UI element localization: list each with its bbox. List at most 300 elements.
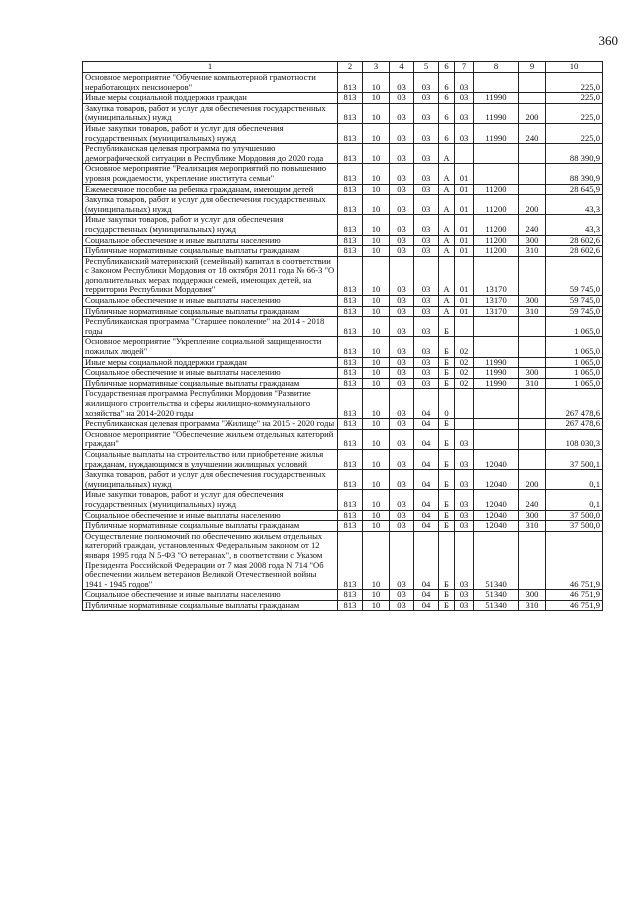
code-measure-cell [455, 317, 474, 337]
code-direction-cell [474, 164, 519, 184]
code-rz-cell: 10 [363, 389, 390, 419]
code-program-cell: 03 [414, 357, 439, 368]
code-gr-cell: 813 [338, 490, 363, 510]
code-rz-cell: 10 [363, 590, 390, 601]
code-measure-cell: 01 [455, 164, 474, 184]
code-gr-cell: 813 [338, 93, 363, 104]
code-subprogram-cell: А [439, 164, 455, 184]
code-measure-cell: 03 [455, 521, 474, 532]
code-pr-cell: 03 [390, 195, 414, 215]
table-row [83, 470, 603, 490]
code-direction-cell [474, 144, 519, 164]
code-subprogram-cell: А [439, 306, 455, 317]
code-vr-cell [519, 337, 546, 357]
table-row [83, 590, 603, 601]
code-vr-cell [519, 449, 546, 469]
code-pr-cell: 03 [390, 317, 414, 337]
code-program-cell: 04 [414, 470, 439, 490]
code-gr-cell: 813 [338, 123, 363, 143]
table-row [83, 419, 603, 430]
code-vr-cell [519, 93, 546, 104]
code-vr-cell: 240 [519, 123, 546, 143]
code-direction-cell: 13170 [474, 296, 519, 307]
code-vr-cell [519, 184, 546, 195]
code-program-cell: 04 [414, 449, 439, 469]
code-subprogram-cell: Б [439, 600, 455, 611]
amount-cell: 267 478,6 [546, 419, 603, 430]
code-direction-cell: 11990 [474, 368, 519, 379]
code-pr-cell: 03 [390, 357, 414, 368]
item-name-cell: Публичные нормативные социальные выплаты гражданам [83, 378, 338, 389]
code-rz-cell: 10 [363, 449, 390, 469]
code-rz-cell: 10 [363, 256, 390, 295]
code-subprogram-cell: А [439, 215, 455, 235]
code-pr-cell: 03 [390, 123, 414, 143]
code-rz-cell: 10 [363, 93, 390, 104]
item-name-cell: Осуществление полномочий по обеспечению жильем отдельных категорий граждан, установленных Федеральным законом от 12 января 1995 года N 5-ФЗ "О ветеранах", в соответствии с Указом Президента Российской Федерации от 7 мая 2008 года N 714 "Об обеспечении жильем ветеранов Великой Отечественной войны 1941 - 1945 годов" [83, 531, 338, 590]
code-rz-cell: 10 [363, 419, 390, 430]
amount-cell: 1 065,0 [546, 337, 603, 357]
code-measure-cell: 03 [455, 590, 474, 601]
code-vr-cell [519, 73, 546, 93]
code-program-cell: 04 [414, 600, 439, 611]
table-row [83, 123, 603, 143]
item-name-cell: Закупка товаров, работ и услуг для обеспечения государственных (муниципальных) нужд [83, 103, 338, 123]
code-measure-cell: 01 [455, 296, 474, 307]
code-gr-cell: 813 [338, 195, 363, 215]
code-vr-cell: 310 [519, 600, 546, 611]
code-gr-cell: 813 [338, 600, 363, 611]
code-vr-cell [519, 389, 546, 419]
code-gr-cell: 813 [338, 246, 363, 257]
code-program-cell: 04 [414, 419, 439, 430]
code-program-cell: 04 [414, 490, 439, 510]
amount-cell: 225,0 [546, 93, 603, 104]
code-rz-cell: 10 [363, 306, 390, 317]
code-program-cell: 03 [414, 195, 439, 215]
item-name-cell: Закупка товаров, работ и услуг для обеспечения государственных (муниципальных) нужд [83, 195, 338, 215]
code-program-cell: 03 [414, 123, 439, 143]
table-row [83, 306, 603, 317]
amount-cell: 108 030,3 [546, 429, 603, 449]
code-rz-cell: 10 [363, 296, 390, 307]
code-gr-cell: 813 [338, 357, 363, 368]
code-subprogram-cell: 6 [439, 123, 455, 143]
amount-cell: 1 065,0 [546, 357, 603, 368]
code-subprogram-cell: 6 [439, 93, 455, 104]
amount-cell: 1 065,0 [546, 378, 603, 389]
code-program-cell: 04 [414, 590, 439, 601]
code-direction-cell [474, 419, 519, 430]
code-rz-cell: 10 [363, 235, 390, 246]
code-gr-cell: 813 [338, 470, 363, 490]
code-subprogram-cell: Б [439, 337, 455, 357]
item-name-cell: Иные закупки товаров, работ и услуг для обеспечения государственных (муниципальных) нужд [83, 490, 338, 510]
code-measure-cell: 01 [455, 195, 474, 215]
code-pr-cell: 03 [390, 215, 414, 235]
code-gr-cell: 813 [338, 256, 363, 295]
code-pr-cell: 03 [390, 246, 414, 257]
code-subprogram-cell: А [439, 184, 455, 195]
code-pr-cell: 03 [390, 510, 414, 521]
code-subprogram-cell: Б [439, 590, 455, 601]
column-header: 10 [546, 62, 603, 73]
amount-cell: 37 500,1 [546, 449, 603, 469]
code-direction-cell: 11200 [474, 235, 519, 246]
item-name-cell: Основное мероприятие "Обеспечение жильем отдельных категорий граждан" [83, 429, 338, 449]
code-pr-cell: 03 [390, 256, 414, 295]
code-program-cell: 04 [414, 429, 439, 449]
code-gr-cell: 813 [338, 73, 363, 93]
code-program-cell: 03 [414, 103, 439, 123]
code-vr-cell: 200 [519, 103, 546, 123]
code-rz-cell: 10 [363, 429, 390, 449]
code-rz-cell: 10 [363, 73, 390, 93]
amount-cell: 0,1 [546, 490, 603, 510]
code-measure-cell: 02 [455, 378, 474, 389]
code-rz-cell: 10 [363, 490, 390, 510]
code-measure-cell: 02 [455, 357, 474, 368]
code-pr-cell: 03 [390, 470, 414, 490]
item-name-cell: Республиканская программа "Старшее поколение" на 2014 - 2018 годы [83, 317, 338, 337]
code-rz-cell: 10 [363, 317, 390, 337]
code-gr-cell: 813 [338, 317, 363, 337]
code-vr-cell: 310 [519, 246, 546, 257]
amount-cell: 28 602,6 [546, 235, 603, 246]
code-pr-cell: 03 [390, 306, 414, 317]
code-subprogram-cell: Б [439, 429, 455, 449]
code-measure-cell: 02 [455, 368, 474, 379]
code-pr-cell: 03 [390, 337, 414, 357]
code-direction-cell [474, 389, 519, 419]
code-vr-cell [519, 419, 546, 430]
code-measure-cell: 01 [455, 246, 474, 257]
code-measure-cell: 03 [455, 73, 474, 93]
code-direction-cell: 51340 [474, 590, 519, 601]
code-program-cell: 04 [414, 510, 439, 521]
code-gr-cell: 813 [338, 510, 363, 521]
code-rz-cell: 10 [363, 510, 390, 521]
code-vr-cell: 300 [519, 235, 546, 246]
item-name-cell: Социальное обеспечение и иные выплаты населению [83, 590, 338, 601]
table-row [83, 449, 603, 469]
amount-cell: 88 390,9 [546, 164, 603, 184]
code-gr-cell: 813 [338, 389, 363, 419]
code-measure-cell: 03 [455, 93, 474, 104]
code-gr-cell: 813 [338, 184, 363, 195]
code-subprogram-cell: Б [439, 521, 455, 532]
item-name-cell: Закупка товаров, работ и услуг для обеспечения государственных (муниципальных) нужд [83, 470, 338, 490]
code-gr-cell: 813 [338, 378, 363, 389]
amount-cell: 225,0 [546, 73, 603, 93]
item-name-cell: Социальное обеспечение и иные выплаты населению [83, 235, 338, 246]
table-row [83, 317, 603, 337]
code-gr-cell: 813 [338, 429, 363, 449]
table-row [83, 184, 603, 195]
item-name-cell: Республиканская целевая программа по улучшению демографической ситуации в Республике Мордовия до 2020 года [83, 144, 338, 164]
code-subprogram-cell: Б [439, 449, 455, 469]
code-pr-cell: 03 [390, 590, 414, 601]
code-rz-cell: 10 [363, 357, 390, 368]
column-header: 2 [338, 62, 363, 73]
code-gr-cell: 813 [338, 164, 363, 184]
code-gr-cell: 813 [338, 296, 363, 307]
code-vr-cell [519, 531, 546, 590]
code-gr-cell: 813 [338, 449, 363, 469]
code-program-cell: 03 [414, 144, 439, 164]
table-row [83, 368, 603, 379]
code-rz-cell: 10 [363, 195, 390, 215]
code-pr-cell: 03 [390, 235, 414, 246]
code-direction-cell: 51340 [474, 600, 519, 611]
code-subprogram-cell: Б [439, 357, 455, 368]
code-subprogram-cell: Б [439, 470, 455, 490]
item-name-cell: Республиканский материнский (семейный) капитал в соответствии с Законом Республики Мордовия от 18 октября 2011 года № 66-З "О дополнительных мерах поддержки семей, имеющих детей, на территории Республики Мордовия" [83, 256, 338, 295]
code-program-cell: 03 [414, 164, 439, 184]
item-name-cell: Публичные нормативные социальные выплаты гражданам [83, 521, 338, 532]
code-program-cell: 04 [414, 521, 439, 532]
code-gr-cell: 813 [338, 521, 363, 532]
item-name-cell: Социальное обеспечение и иные выплаты населению [83, 296, 338, 307]
table-row [83, 235, 603, 246]
item-name-cell: Основное мероприятие "Обучение компьютерной грамотности неработающих пенсионеров" [83, 73, 338, 93]
code-rz-cell: 10 [363, 144, 390, 164]
amount-cell: 37 500,0 [546, 510, 603, 521]
code-gr-cell: 813 [338, 590, 363, 601]
code-pr-cell: 03 [390, 490, 414, 510]
code-measure-cell [455, 419, 474, 430]
code-pr-cell: 03 [390, 389, 414, 419]
code-pr-cell: 03 [390, 184, 414, 195]
code-rz-cell: 10 [363, 470, 390, 490]
code-pr-cell: 03 [390, 296, 414, 307]
amount-cell: 88 390,9 [546, 144, 603, 164]
code-rz-cell: 10 [363, 215, 390, 235]
table-row [83, 195, 603, 215]
amount-cell: 28 602,6 [546, 246, 603, 257]
code-subprogram-cell: Б [439, 368, 455, 379]
code-pr-cell: 03 [390, 164, 414, 184]
code-vr-cell: 300 [519, 590, 546, 601]
amount-cell: 59 745,0 [546, 256, 603, 295]
item-name-cell: Иные меры социальной поддержки граждан [83, 93, 338, 104]
code-program-cell: 03 [414, 215, 439, 235]
item-name-cell: Государственная программа Республики Мордовия "Развитие жилищного строительства и сферы жилищно-коммунального хозяйства" на 2014-2020 годы [83, 389, 338, 419]
item-name-cell: Иные закупки товаров, работ и услуг для обеспечения государственных (муниципальных) нужд [83, 215, 338, 235]
code-pr-cell: 03 [390, 429, 414, 449]
code-measure-cell: 03 [455, 449, 474, 469]
code-direction-cell: 11990 [474, 378, 519, 389]
page-number: 360 [598, 33, 618, 48]
code-measure-cell: 01 [455, 256, 474, 295]
code-measure-cell: 03 [455, 123, 474, 143]
code-gr-cell: 813 [338, 419, 363, 430]
code-rz-cell: 10 [363, 337, 390, 357]
code-vr-cell: 310 [519, 521, 546, 532]
code-direction-cell: 13170 [474, 256, 519, 295]
item-name-cell: Публичные нормативные социальные выплаты гражданам [83, 246, 338, 257]
code-vr-cell: 240 [519, 490, 546, 510]
code-direction-cell: 11200 [474, 195, 519, 215]
code-program-cell: 04 [414, 531, 439, 590]
table-row [83, 510, 603, 521]
code-pr-cell: 03 [390, 73, 414, 93]
code-measure-cell: 03 [455, 470, 474, 490]
code-program-cell: 03 [414, 317, 439, 337]
code-pr-cell: 03 [390, 449, 414, 469]
code-subprogram-cell: А [439, 256, 455, 295]
column-header: 1 [83, 62, 338, 73]
table-row [83, 357, 603, 368]
table-row [83, 337, 603, 357]
code-gr-cell: 813 [338, 531, 363, 590]
table-row [83, 103, 603, 123]
item-name-cell: Социальное обеспечение и иные выплаты населению [83, 368, 338, 379]
code-vr-cell [519, 317, 546, 337]
table-row [83, 531, 603, 590]
code-measure-cell: 01 [455, 215, 474, 235]
code-direction-cell: 12040 [474, 449, 519, 469]
code-pr-cell: 03 [390, 144, 414, 164]
code-pr-cell: 03 [390, 93, 414, 104]
code-direction-cell: 51340 [474, 531, 519, 590]
code-pr-cell: 03 [390, 378, 414, 389]
code-gr-cell: 813 [338, 103, 363, 123]
table-row [83, 389, 603, 419]
code-direction-cell: 11200 [474, 215, 519, 235]
code-subprogram-cell: А [439, 296, 455, 307]
code-vr-cell [519, 164, 546, 184]
code-program-cell: 03 [414, 306, 439, 317]
amount-cell: 267 478,6 [546, 389, 603, 419]
code-direction-cell [474, 429, 519, 449]
code-vr-cell: 310 [519, 306, 546, 317]
code-gr-cell: 813 [338, 306, 363, 317]
code-measure-cell: 01 [455, 184, 474, 195]
amount-cell: 46 751,9 [546, 600, 603, 611]
code-program-cell: 03 [414, 368, 439, 379]
column-header: 3 [363, 62, 390, 73]
code-direction-cell: 11990 [474, 103, 519, 123]
code-direction-cell: 11200 [474, 246, 519, 257]
code-measure-cell: 03 [455, 490, 474, 510]
code-direction-cell: 12040 [474, 510, 519, 521]
code-direction-cell: 11200 [474, 184, 519, 195]
code-program-cell: 03 [414, 337, 439, 357]
item-name-cell: Публичные нормативные социальные выплаты гражданам [83, 306, 338, 317]
column-header: 5 [414, 62, 439, 73]
code-rz-cell: 10 [363, 600, 390, 611]
amount-cell: 59 745,0 [546, 296, 603, 307]
code-subprogram-cell: А [439, 235, 455, 246]
code-subprogram-cell: А [439, 195, 455, 215]
column-header: 7 [455, 62, 474, 73]
code-vr-cell: 200 [519, 195, 546, 215]
item-name-cell: Иные закупки товаров, работ и услуг для обеспечения государственных (муниципальных) нужд [83, 123, 338, 143]
code-direction-cell: 13170 [474, 306, 519, 317]
code-pr-cell: 03 [390, 419, 414, 430]
code-subprogram-cell: Б [439, 531, 455, 590]
amount-cell: 43,3 [546, 195, 603, 215]
code-measure-cell: 03 [455, 531, 474, 590]
code-vr-cell: 200 [519, 470, 546, 490]
code-rz-cell: 10 [363, 531, 390, 590]
amount-cell: 28 645,9 [546, 184, 603, 195]
amount-cell: 37 500,0 [546, 521, 603, 532]
item-name-cell: Иные меры социальной поддержки граждан [83, 357, 338, 368]
code-subprogram-cell: Б [439, 510, 455, 521]
table-row [83, 93, 603, 104]
code-vr-cell [519, 357, 546, 368]
code-measure-cell: 01 [455, 306, 474, 317]
code-subprogram-cell: 0 [439, 389, 455, 419]
amount-cell: 1 065,0 [546, 368, 603, 379]
code-pr-cell: 03 [390, 368, 414, 379]
code-program-cell: 03 [414, 256, 439, 295]
column-header: 8 [474, 62, 519, 73]
item-name-cell: Социальное обеспечение и иные выплаты населению [83, 510, 338, 521]
code-program-cell: 03 [414, 378, 439, 389]
table-row [83, 600, 603, 611]
code-subprogram-cell: 6 [439, 103, 455, 123]
code-subprogram-cell: Б [439, 378, 455, 389]
code-rz-cell: 10 [363, 103, 390, 123]
code-direction-cell: 11990 [474, 357, 519, 368]
amount-cell: 59 745,0 [546, 306, 603, 317]
code-program-cell: 03 [414, 246, 439, 257]
code-direction-cell: 11990 [474, 123, 519, 143]
table-row [83, 73, 603, 93]
code-pr-cell: 03 [390, 521, 414, 532]
code-subprogram-cell: Б [439, 419, 455, 430]
code-rz-cell: 10 [363, 378, 390, 389]
code-subprogram-cell: 6 [439, 73, 455, 93]
code-program-cell: 03 [414, 296, 439, 307]
code-direction-cell: 12040 [474, 521, 519, 532]
code-vr-cell: 300 [519, 368, 546, 379]
amount-cell: 1 065,0 [546, 317, 603, 337]
code-measure-cell: 03 [455, 600, 474, 611]
table-body [83, 73, 603, 611]
code-direction-cell: 12040 [474, 470, 519, 490]
code-rz-cell: 10 [363, 521, 390, 532]
code-program-cell: 03 [414, 235, 439, 246]
table-row [83, 144, 603, 164]
code-gr-cell: 813 [338, 235, 363, 246]
code-gr-cell: 813 [338, 337, 363, 357]
column-header: 4 [390, 62, 414, 73]
code-measure-cell [455, 389, 474, 419]
code-measure-cell: 01 [455, 235, 474, 246]
code-vr-cell: 300 [519, 510, 546, 521]
amount-cell: 225,0 [546, 103, 603, 123]
code-rz-cell: 10 [363, 246, 390, 257]
code-subprogram-cell: А [439, 144, 455, 164]
header-row [83, 62, 603, 73]
code-pr-cell: 03 [390, 103, 414, 123]
table-row [83, 429, 603, 449]
column-header: 9 [519, 62, 546, 73]
table-row [83, 378, 603, 389]
code-direction-cell [474, 73, 519, 93]
amount-cell: 46 751,9 [546, 590, 603, 601]
code-rz-cell: 10 [363, 164, 390, 184]
code-gr-cell: 813 [338, 368, 363, 379]
table-row [83, 246, 603, 257]
code-vr-cell: 310 [519, 378, 546, 389]
table-row [83, 256, 603, 295]
code-rz-cell: 10 [363, 184, 390, 195]
